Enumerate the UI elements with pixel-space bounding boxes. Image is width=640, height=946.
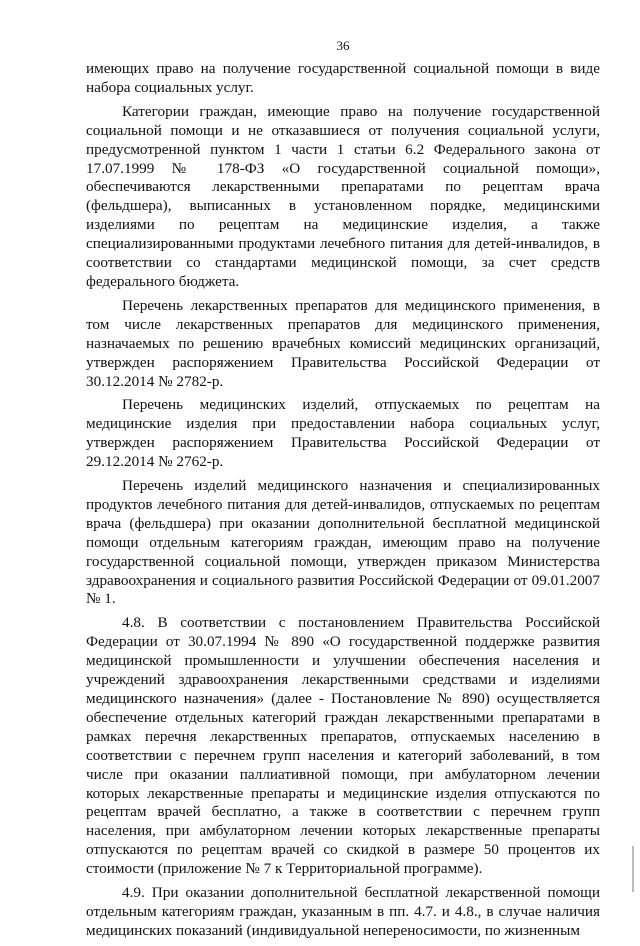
page-number: 36 — [336, 38, 350, 53]
paragraph-section-4-9: 4.9. При оказании дополнительной бесплатной лекарственной помощи отдельным категориям граждан, указанным в пп. 4.7. и 4.8., в случае наличия медицинских показаний (индивидуальной непереносимости, по жизненным — [86, 884, 600, 939]
paragraph-section-4-8: 4.8. В соответствии с постановлением Правительства Российской Федерации от 30.07.1994 № 890 «О государственной поддержке развития медицинской промышленности и улучшении обеспечения населения и учреждений здравоохранения лекарственными средствами и изделиями медицинского назначения» (далее - Постановление № 890) осуществляется обеспечение отдельных категорий граждан лекарственными препаратами в рамках перечня лекарственных препаратов, отпускаемых населению в соответствии с перечнем групп населения и категорий заболеваний, в том числе при оказании паллиативной помощи, при амбулаторном лечении которых лекарственные препараты и медицинские изделия отпускаются по рецептам врачей бесплатно, а также в соответствии с перечнем групп населения, при амбулаторном лечении которых лекарственные препараты отпускаются по рецептам врачей со скидкой в размере 50 процентов их стоимости (приложение № 7 к Территориальной программе). — [86, 614, 600, 878]
scan-edge-mark — [632, 846, 634, 892]
paragraph-nutrition-list: Перечень изделий медицинского назначения и специализированных продуктов лечебного питания для детей-инвалидов, отпускаемых по рецептам врача (фельдшера) при оказании дополнительной бесплатной медицинской помощи отдельным категориям граждан, имеющим право на получение государственной социальной помощи, утвержден приказом Министерства здравоохранения и социального развития Российской Федерации от 09.01.2007 № 1. — [86, 477, 600, 608]
paragraph-device-list: Перечень медицинских изделий, отпускаемых по рецептам на медицинские изделия при предоставлении набора социальных услуг, утвержден распоряжением Правительства Российской Федерации от 29.12.2014 № 2762-р. — [86, 396, 600, 471]
document-page — [86, 38, 600, 946]
paragraph-continuation: имеющих право на получение государственной социальной помощи в виде набора социальных услуг. — [86, 60, 600, 96]
paragraph-categories: Категории граждан, имеющие право на получение государственной социальной помощи и не отказавшиеся от получения социальной услуги, предусмотренной пунктом 1 части 1 статьи 6.2 Федерального закона от 17.07.1999 № 178-ФЗ «О государственной социальной помощи», обеспечиваются лекарственными препаратами по рецептам врача (фельдшера), выписанных в установленном порядке, медицинскими изделиями по рецептам на медицинские изделия, а также специализированными продуктами лечебного питания для детей-инвалидов, в соответствии со стандартами медицинской помощи, за счет средств федерального бюджета. — [86, 102, 600, 290]
paragraph-drug-list: Перечень лекарственных препаратов для медицинского применения, в том числе лекарственных препаратов для медицинского применения, назначаемых по решению врачебных комиссий медицинских организаций, утвержден распоряжением Правительства Российской Федерации от 30.12.2014 № 2782-р. — [86, 296, 600, 390]
